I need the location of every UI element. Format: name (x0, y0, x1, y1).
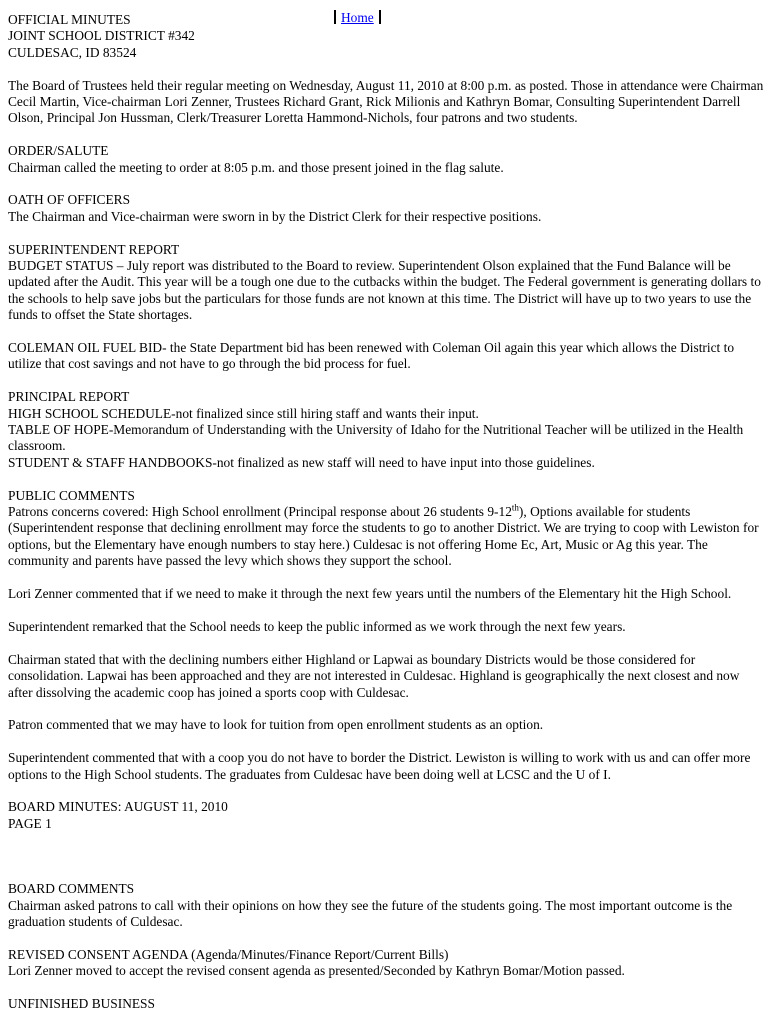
oath-heading: OATH OF OFFICERS (8, 192, 131, 208)
page-footer-title: BOARD MINUTES: AUGUST 11, 2010 (8, 799, 228, 815)
public-comments-p3: Superintendent remarked that the School needs to keep the public informed as we work through the next few years. (8, 618, 626, 634)
public-comments-p1-start: Patrons concerns covered: High School enrollment (Principal response about 26 students 9-12 (8, 504, 512, 520)
top-nav (334, 10, 381, 26)
ordinal-superscript: th (511, 502, 519, 513)
principal-item-handbooks: STUDENT & STAFF HANDBOOKS-not finalized as new staff will need to have input into those guidelines. (8, 454, 595, 470)
public-comments-p1-end: ), Options available for students (Superintendent response that declining enrollment may force the students to go to another District. We are trying to coop with Lewiston for options, but the Elementary have enough numbers to stay here.) Culdesac is not offering Home Ec, Art, Music or Ag this year. The community and parents have passed the levy which shows they support the school. (8, 504, 759, 569)
document-header (8, 12, 764, 61)
principal-item-schedule: HIGH SCHOOL SCHEDULE-not finalized since still hiring staff and wants their input. (8, 405, 479, 421)
public-comments-heading: PUBLIC COMMENTS (8, 487, 135, 503)
order-salute-heading: ORDER/SALUTE (8, 143, 109, 159)
public-comments-p1 (8, 504, 764, 570)
budget-status-paragraph: BUDGET STATUS – July report was distributed to the Board to review. Superintendent Olson explained that the Fund Balance will be updated after the Audit. This year will be a tough one due to the cutbacks within the budget. The Federal government is generating dollars to the schools to help save jobs but the particulars for those funds are not known at this time. The District will have up to two years to use the funds to offset the State shortages. (8, 258, 761, 323)
home-link[interactable]: Home (341, 10, 374, 25)
public-comments-p4: Chairman stated that with the declining numbers either Highland or Lapwai as boundary Districts would be those considered for consolidation. Lapwai has been approached and they are not interested in Culdesac. Highland is geographically the next closest and now after dissolving the academic coop has joined a sports coop with Culdesac. (8, 651, 740, 700)
nav-divider-right (379, 10, 381, 24)
order-salute-text: Chairman called the meeting to order at 8:05 p.m. and those present joined in the flag salute. (8, 159, 504, 175)
board-comments-heading: BOARD COMMENTS (8, 881, 135, 897)
minutes-document (8, 12, 764, 1012)
consent-agenda-heading: REVISED CONSENT AGENDA (Agenda/Minutes/Finance Report/Current Bills) (8, 946, 449, 962)
consent-agenda-text: Lori Zenner moved to accept the revised consent agenda as presented/Seconded by Kathryn Bomar/Motion passed. (8, 963, 625, 979)
public-comments-p6: Superintendent commented that with a coop you do not have to border the District. Lewiston is willing to work with us and can offer more options to the High School students. The graduates from Culdesac have been doing well at LCSC and the U of I. (8, 750, 751, 782)
superintendent-report-heading: SUPERINTENDENT REPORT (8, 241, 180, 257)
principal-report-heading: PRINCIPAL REPORT (8, 389, 130, 405)
intro-paragraph: The Board of Trustees held their regular meeting on Wednesday, August 11, 2010 at 8:00 p.m. as posted. Those in attendance were Chairman Cecil Martin, Vice-chairman Lori Zenner, Trustees Richard Grant, Rick Milionis and Kathryn Bomar, Consulting Superintendent Darrell Olson, Principal Jon Hussman, Clerk/Treasurer Loretta Hammond-Nichols, four patrons and two students. (8, 77, 764, 126)
page-footer-number: PAGE 1 (8, 815, 52, 831)
board-comments-text: Chairman asked patrons to call with their opinions on how they see the future of the students going. The most important outcome is the graduation students of Culdesac. (8, 897, 733, 929)
public-comments-p2: Lori Zenner commented that if we need to make it through the next few years until the numbers of the Elementary hit the High School. (8, 586, 732, 602)
header-district: JOINT SCHOOL DISTRICT #342 (8, 28, 195, 44)
coleman-oil-paragraph: COLEMAN OIL FUEL BID- the State Department bid has been renewed with Coleman Oil again this year which allows the District to utilize that cost savings and not have to go through the bid process for fuel. (8, 340, 735, 372)
public-comments-p5: Patron commented that we may have to look for tuition from open enrollment students as an option. (8, 717, 544, 733)
principal-item-table-of-hope: TABLE OF HOPE-Memorandum of Understanding with the University of Idaho for the Nutritional Teacher will be utilized in the Health classroom. (8, 422, 744, 454)
header-title: OFFICIAL MINUTES (8, 12, 131, 27)
oath-text: The Chairman and Vice-chairman were sworn in by the District Clerk for their respective positions. (8, 208, 542, 224)
header-location: CULDESAC, ID 83524 (8, 44, 137, 60)
unfinished-business-heading: UNFINISHED BUSINESS (8, 995, 155, 1011)
nav-divider-left (334, 10, 336, 24)
